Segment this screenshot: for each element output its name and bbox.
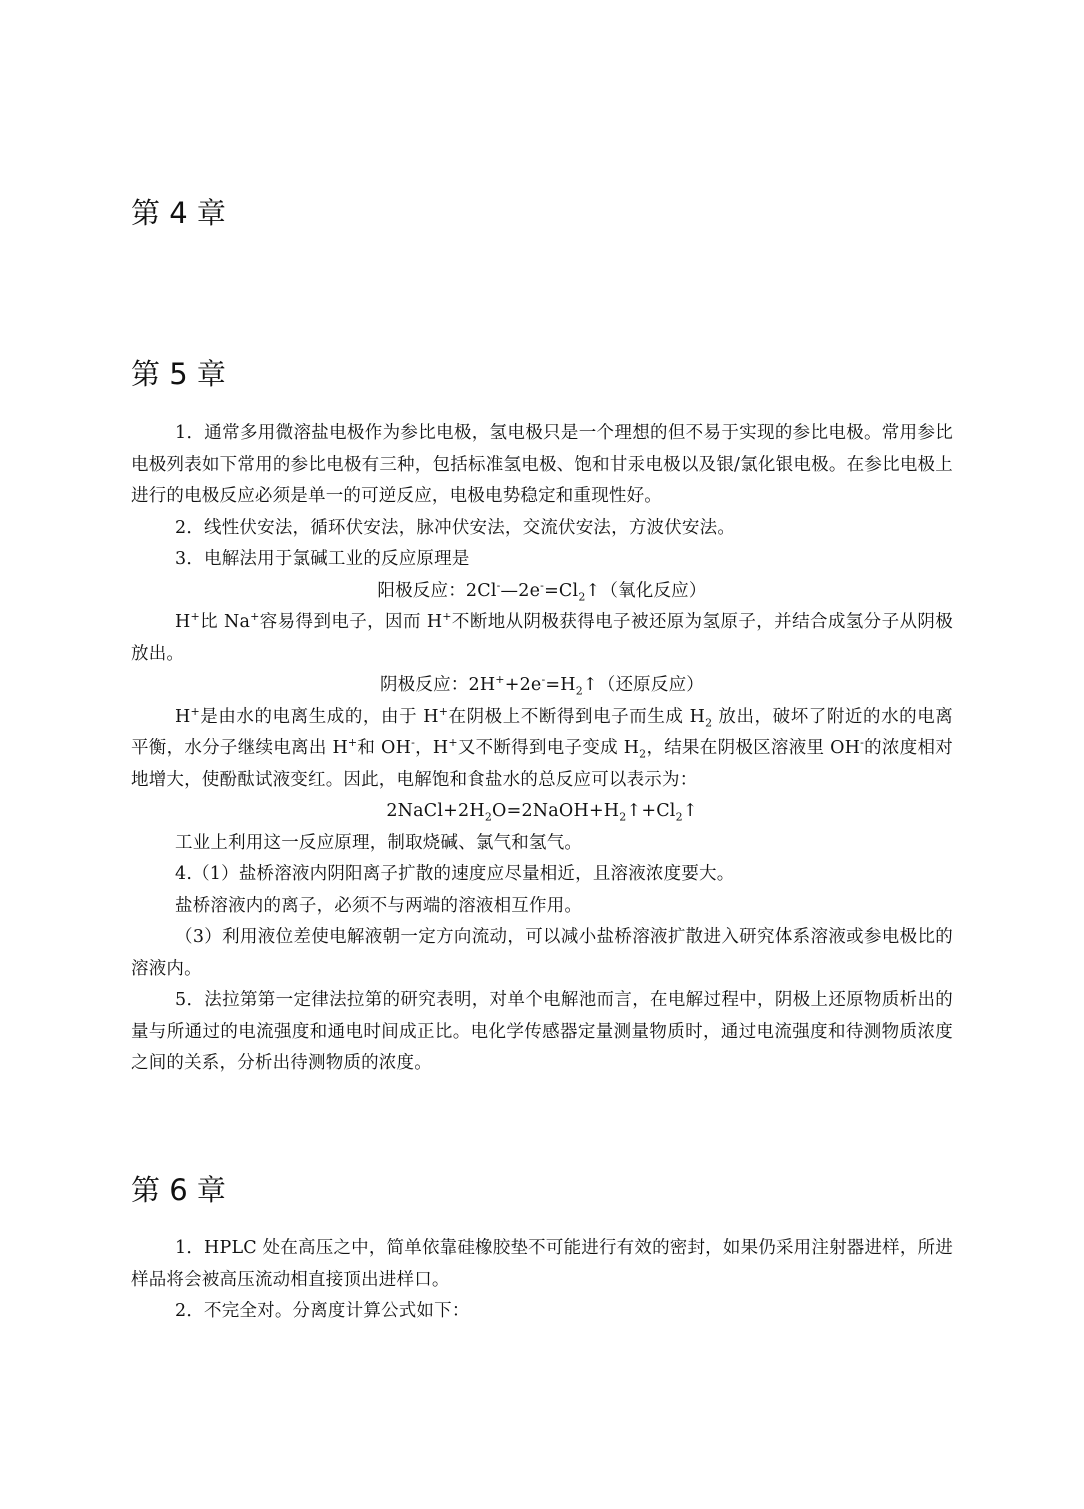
answer-3: 3．电解法用于氯碱工业的反应原理是 (175, 549, 470, 569)
answer-4-part-2: 盐桥溶液内的离子，必须不与两端的溶液相互作用。 (175, 895, 583, 916)
anode-reaction: 阳极反应：$2Cl^-—2e^-=Cl_2↑$（氧化反应） (377, 578, 707, 603)
electrolysis-paragraph: H+是由水的电离生成的，由于 H+在阴极上不断得到电子而生成 $H_2$ 放出，破坏了附近的水的电离平衡，水分子继续电离出 H+和 OH-，H+又不断得到电子变成 $H_2$，结果在阴极区溶液里 OH-的浓度相对地增大，使酚酞试液变红。因此，电解饱和食盐水的总反应可以表示为： (131, 704, 953, 790)
hplc-answer-1: 1．HPLC 处在高压之中，简单依靠硅橡胶垫不可能进行有效的密封，如果仍采用注射器进样，所进样品将会被高压流动相直接顶出进样口。 (131, 1238, 953, 1290)
chapter-5-heading: 第 5 章 (131, 357, 226, 391)
chapter-4-heading: 第 4 章 (131, 196, 226, 230)
cathode-reaction: 阴极反应：$2H^++2e^-=H_2↑$（还原反应） (379, 673, 704, 698)
industry-note: 工业上利用这一反应原理，制取烧碱、氯气和氢气。 (175, 832, 583, 853)
answer-4-part-3: （3）利用液位差使电解液朝一定方向流动，可以减小盐桥溶液扩散进入研究体系溶液或参电极比的溶液内。 (131, 927, 953, 979)
answer-4-part-1: 4.（1）盐桥溶液内阴阳离子扩散的速度应尽量相近，且溶液浓度要大。 (175, 864, 735, 884)
total-reaction: $2NaCl+2H_2O=2NaOH+H_2↑+Cl_2↑$ (386, 801, 698, 824)
chapter-6-body (131, 1233, 953, 1328)
answer-2: 2．线性伏安法，循环伏安法，脉冲伏安法，交流伏安法，方波伏安法。 (175, 517, 736, 538)
hplc-answer-2: 2．不完全对。分离度计算公式如下： (175, 1301, 470, 1321)
answer-5: 5．法拉第第一定律法拉第的研究表明，对单个电解池而言，在电解过程中，阴极上还原物质析出的量与所通过的电流强度和通电时间成正比。电化学传感器定量测量物质时，通过电流强度和待测物质浓度之间的关系，分析出待测物质的浓度。 (131, 990, 953, 1073)
hydrogen-ion-paragraph: H+比 Na+容易得到电子，因而 H+不断地从阴极获得电子被还原为氢原子，并结合成氢分子从阴极放出。 (131, 610, 953, 664)
chapter-6-heading: 第 6 章 (131, 1173, 226, 1207)
answer-1: 1．通常多用微溶盐电极作为参比电极，氢电极只是一个理想的但不易于实现的参比电极。常用参比电极列表如下常用的参比电极有三种，包括标准氢电极、饱和甘汞电极以及银/氯化银电极。在参比电极上进行的电极反应必须是单一的可逆反应，电极电势稳定和重现性好。 (131, 423, 953, 506)
chapter-5-body (131, 418, 953, 1080)
